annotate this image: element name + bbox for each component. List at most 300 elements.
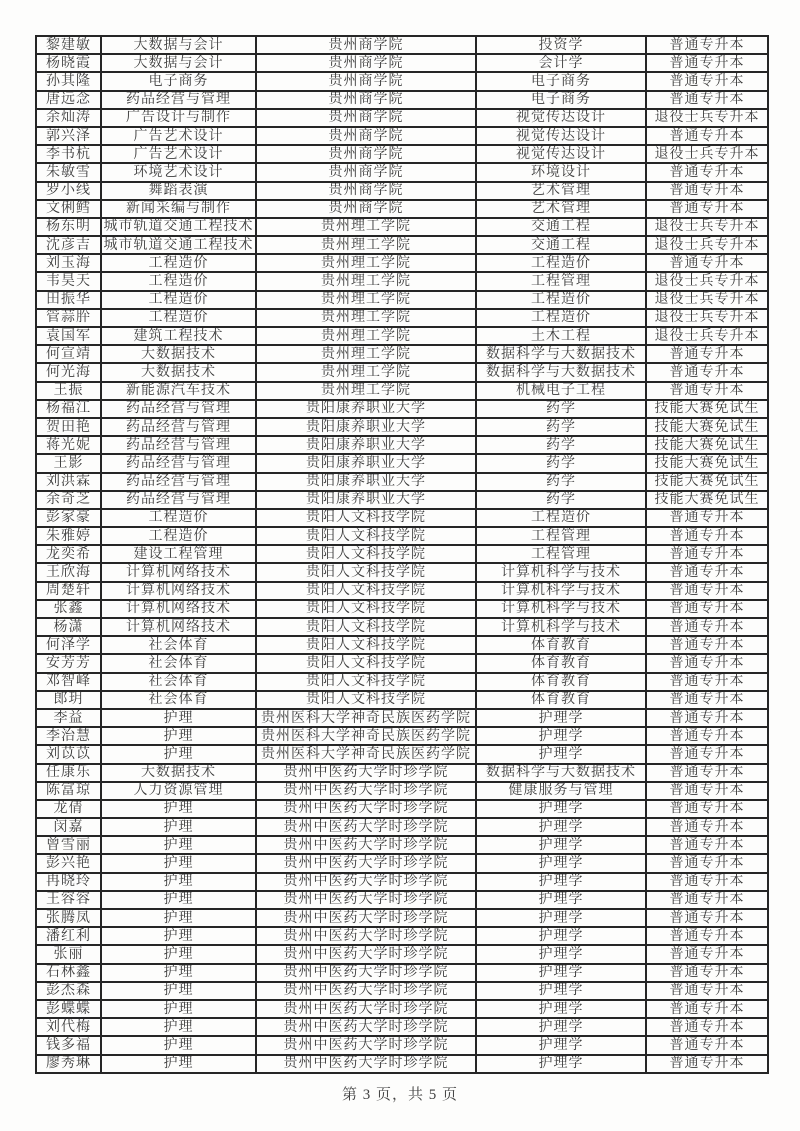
cell-major: 广告设计与制作	[101, 109, 256, 127]
cell-admission-type: 普通专升本	[646, 891, 768, 909]
cell-major: 社会体育	[101, 691, 256, 709]
cell-major: 人力资源管理	[101, 782, 256, 800]
table-row	[36, 782, 768, 800]
cell-major: 护理	[101, 709, 256, 727]
cell-major: 工程造价	[101, 309, 256, 327]
cell-name: 郎玥	[36, 691, 101, 709]
cell-target-major: 护理学	[476, 1018, 646, 1036]
cell-name: 刘苡苡	[36, 745, 101, 763]
cell-admission-type: 普通专升本	[646, 836, 768, 854]
cell-name: 任康乐	[36, 764, 101, 782]
table-row	[36, 891, 768, 909]
cell-target-major: 土木工程	[476, 327, 646, 345]
cell-college: 贵阳人文科技学院	[256, 545, 476, 563]
cell-target-major: 护理学	[476, 709, 646, 727]
cell-name: 韦昊天	[36, 272, 101, 290]
cell-major: 建筑工程技术	[101, 327, 256, 345]
cell-target-major: 体育教育	[476, 654, 646, 672]
cell-target-major: 体育教育	[476, 691, 646, 709]
cell-admission-type: 普通专升本	[646, 854, 768, 872]
cell-college: 贵阳人文科技学院	[256, 509, 476, 527]
table-row	[36, 836, 768, 854]
cell-target-major: 体育教育	[476, 636, 646, 654]
cell-target-major: 药学	[476, 454, 646, 472]
cell-college: 贵阳康养职业大学	[256, 491, 476, 509]
cell-target-major: 护理学	[476, 1055, 646, 1073]
table-row	[36, 927, 768, 945]
cell-target-major: 数据科学与大数据技术	[476, 764, 646, 782]
cell-college: 贵州理工学院	[256, 272, 476, 290]
cell-major: 环境艺术设计	[101, 163, 256, 181]
table-row	[36, 1055, 768, 1073]
table-row	[36, 200, 768, 218]
roster-table-body	[36, 36, 768, 1073]
cell-name: 贺田艳	[36, 418, 101, 436]
cell-major: 药品经营与管理	[101, 454, 256, 472]
cell-major: 电子商务	[101, 72, 256, 90]
cell-name: 李治慧	[36, 727, 101, 745]
cell-college: 贵州医科大学神奇民族医药学院	[256, 709, 476, 727]
cell-name: 余灿涛	[36, 109, 101, 127]
table-row	[36, 218, 768, 236]
cell-college: 贵阳人文科技学院	[256, 654, 476, 672]
cell-target-major: 电子商务	[476, 72, 646, 90]
cell-admission-type: 普通专升本	[646, 91, 768, 109]
cell-college: 贵州商学院	[256, 182, 476, 200]
cell-admission-type: 技能大赛免试生	[646, 491, 768, 509]
cell-major: 护理	[101, 982, 256, 1000]
table-row	[36, 272, 768, 290]
cell-major: 护理	[101, 873, 256, 891]
cell-admission-type: 普通专升本	[646, 727, 768, 745]
cell-major: 计算机网络技术	[101, 600, 256, 618]
cell-major: 护理	[101, 964, 256, 982]
cell-college: 贵州中医药大学时珍学院	[256, 818, 476, 836]
cell-target-major: 环境设计	[476, 163, 646, 181]
table-row	[36, 382, 768, 400]
cell-name: 杨福江	[36, 400, 101, 418]
table-row	[36, 527, 768, 545]
cell-college: 贵州中医药大学时珍学院	[256, 945, 476, 963]
cell-admission-type: 普通专升本	[646, 691, 768, 709]
cell-college: 贵州中医药大学时珍学院	[256, 873, 476, 891]
cell-name: 郭兴泽	[36, 127, 101, 145]
cell-major: 广告艺术设计	[101, 127, 256, 145]
table-row	[36, 36, 768, 54]
cell-college: 贵阳康养职业大学	[256, 436, 476, 454]
cell-admission-type: 普通专升本	[646, 127, 768, 145]
cell-admission-type: 普通专升本	[646, 1000, 768, 1018]
cell-major: 工程造价	[101, 254, 256, 272]
cell-college: 贵阳人文科技学院	[256, 673, 476, 691]
cell-target-major: 药学	[476, 473, 646, 491]
cell-target-major: 视觉传达设计	[476, 127, 646, 145]
cell-name: 袁国军	[36, 327, 101, 345]
cell-admission-type: 普通专升本	[646, 563, 768, 581]
cell-target-major: 会计学	[476, 54, 646, 72]
cell-major: 大数据技术	[101, 345, 256, 363]
cell-college: 贵州理工学院	[256, 382, 476, 400]
cell-college: 贵阳康养职业大学	[256, 400, 476, 418]
table-row	[36, 618, 768, 636]
table-row	[36, 182, 768, 200]
table-row	[36, 236, 768, 254]
table-row	[36, 345, 768, 363]
cell-major: 药品经营与管理	[101, 400, 256, 418]
table-row	[36, 982, 768, 1000]
cell-admission-type: 普通专升本	[646, 764, 768, 782]
cell-name: 石林鑫	[36, 964, 101, 982]
cell-name: 龙奕希	[36, 545, 101, 563]
cell-admission-type: 技能大赛免试生	[646, 418, 768, 436]
cell-college: 贵州中医药大学时珍学院	[256, 982, 476, 1000]
cell-college: 贵州理工学院	[256, 236, 476, 254]
cell-major: 舞蹈表演	[101, 182, 256, 200]
cell-target-major: 工程造价	[476, 291, 646, 309]
cell-admission-type: 普通专升本	[646, 1018, 768, 1036]
table-row	[36, 363, 768, 381]
cell-name: 邓智峰	[36, 673, 101, 691]
cell-target-major: 计算机科学与技术	[476, 563, 646, 581]
cell-name: 龙倩	[36, 800, 101, 818]
cell-college: 贵州中医药大学时珍学院	[256, 909, 476, 927]
cell-major: 大数据技术	[101, 764, 256, 782]
table-row	[36, 727, 768, 745]
cell-admission-type: 技能大赛免试生	[646, 436, 768, 454]
table-row	[36, 964, 768, 982]
cell-target-major: 数据科学与大数据技术	[476, 363, 646, 381]
cell-target-major: 投资学	[476, 36, 646, 54]
cell-college: 贵州中医药大学时珍学院	[256, 1055, 476, 1073]
cell-target-major: 工程管理	[476, 272, 646, 290]
cell-admission-type: 普通专升本	[646, 909, 768, 927]
table-row	[36, 582, 768, 600]
cell-college: 贵州商学院	[256, 36, 476, 54]
cell-college: 贵州中医药大学时珍学院	[256, 927, 476, 945]
cell-college: 贵州中医药大学时珍学院	[256, 1000, 476, 1018]
table-row	[36, 291, 768, 309]
cell-name: 何光海	[36, 363, 101, 381]
cell-college: 贵阳人文科技学院	[256, 600, 476, 618]
cell-name: 冉晓玲	[36, 873, 101, 891]
cell-major: 工程造价	[101, 527, 256, 545]
cell-target-major: 数据科学与大数据技术	[476, 345, 646, 363]
cell-admission-type: 普通专升本	[646, 818, 768, 836]
cell-name: 李书杭	[36, 145, 101, 163]
cell-target-major: 工程造价	[476, 509, 646, 527]
cell-name: 张腾凤	[36, 909, 101, 927]
cell-major: 护理	[101, 727, 256, 745]
cell-college: 贵州中医药大学时珍学院	[256, 854, 476, 872]
cell-major: 药品经营与管理	[101, 473, 256, 491]
cell-admission-type: 退役士兵专升本	[646, 236, 768, 254]
cell-name: 杨晓霞	[36, 54, 101, 72]
table-row	[36, 636, 768, 654]
cell-target-major: 护理学	[476, 891, 646, 909]
cell-college: 贵州理工学院	[256, 218, 476, 236]
cell-name: 何泽学	[36, 636, 101, 654]
cell-major: 工程造价	[101, 291, 256, 309]
cell-college: 贵州理工学院	[256, 291, 476, 309]
cell-target-major: 护理学	[476, 836, 646, 854]
cell-college: 贵阳康养职业大学	[256, 418, 476, 436]
cell-major: 护理	[101, 800, 256, 818]
table-row	[36, 654, 768, 672]
cell-college: 贵阳人文科技学院	[256, 527, 476, 545]
cell-major: 护理	[101, 1000, 256, 1018]
cell-college: 贵州中医药大学时珍学院	[256, 1018, 476, 1036]
cell-target-major: 护理学	[476, 909, 646, 927]
table-row	[36, 545, 768, 563]
table-row	[36, 418, 768, 436]
cell-target-major: 护理学	[476, 727, 646, 745]
cell-college: 贵州理工学院	[256, 327, 476, 345]
table-row	[36, 800, 768, 818]
cell-major: 工程造价	[101, 509, 256, 527]
cell-name: 田振华	[36, 291, 101, 309]
cell-name: 潘红利	[36, 927, 101, 945]
cell-admission-type: 退役士兵专升本	[646, 218, 768, 236]
cell-college: 贵阳人文科技学院	[256, 691, 476, 709]
cell-college: 贵阳人文科技学院	[256, 618, 476, 636]
cell-major: 护理	[101, 818, 256, 836]
cell-admission-type: 普通专升本	[646, 709, 768, 727]
cell-target-major: 药学	[476, 491, 646, 509]
cell-admission-type: 普通专升本	[646, 1055, 768, 1073]
cell-college: 贵州商学院	[256, 109, 476, 127]
cell-major: 新能源汽车技术	[101, 382, 256, 400]
cell-target-major: 工程造价	[476, 309, 646, 327]
cell-college: 贵阳人文科技学院	[256, 582, 476, 600]
cell-name: 王影	[36, 454, 101, 472]
cell-college: 贵州商学院	[256, 145, 476, 163]
table-row	[36, 491, 768, 509]
cell-admission-type: 普通专升本	[646, 545, 768, 563]
cell-major: 城市轨道交通工程技术	[101, 236, 256, 254]
cell-name: 孙其隆	[36, 72, 101, 90]
cell-admission-type: 普通专升本	[646, 254, 768, 272]
cell-admission-type: 普通专升本	[646, 964, 768, 982]
cell-name: 钱多福	[36, 1036, 101, 1054]
cell-major: 药品经营与管理	[101, 491, 256, 509]
cell-name: 罗小线	[36, 182, 101, 200]
table-row	[36, 854, 768, 872]
cell-major: 护理	[101, 927, 256, 945]
table-row	[36, 400, 768, 418]
cell-college: 贵州中医药大学时珍学院	[256, 1036, 476, 1054]
table-row	[36, 764, 768, 782]
cell-name: 彭兴艳	[36, 854, 101, 872]
cell-name: 王容容	[36, 891, 101, 909]
table-row	[36, 163, 768, 181]
cell-major: 护理	[101, 1018, 256, 1036]
cell-college: 贵州商学院	[256, 163, 476, 181]
cell-major: 药品经营与管理	[101, 436, 256, 454]
cell-college: 贵州中医药大学时珍学院	[256, 891, 476, 909]
cell-college: 贵州中医药大学时珍学院	[256, 764, 476, 782]
cell-target-major: 计算机科学与技术	[476, 618, 646, 636]
cell-major: 计算机网络技术	[101, 582, 256, 600]
cell-major: 护理	[101, 1055, 256, 1073]
cell-target-major: 视觉传达设计	[476, 145, 646, 163]
cell-name: 刘代梅	[36, 1018, 101, 1036]
cell-major: 广告艺术设计	[101, 145, 256, 163]
cell-major: 工程造价	[101, 272, 256, 290]
table-row	[36, 1000, 768, 1018]
page-number-footer: 第 3 页，共 5 页	[341, 1087, 458, 1103]
cell-admission-type: 普通专升本	[646, 745, 768, 763]
cell-admission-type: 普通专升本	[646, 363, 768, 381]
cell-admission-type: 退役士兵专升本	[646, 109, 768, 127]
cell-name: 陈富琼	[36, 782, 101, 800]
cell-admission-type: 技能大赛免试生	[646, 454, 768, 472]
cell-target-major: 护理学	[476, 745, 646, 763]
cell-college: 贵州医科大学神奇民族医药学院	[256, 745, 476, 763]
cell-target-major: 机械电子工程	[476, 382, 646, 400]
cell-name: 王振	[36, 382, 101, 400]
cell-name: 杨东明	[36, 218, 101, 236]
cell-name: 蒋光妮	[36, 436, 101, 454]
cell-target-major: 护理学	[476, 964, 646, 982]
table-row	[36, 745, 768, 763]
cell-target-major: 健康服务与管理	[476, 782, 646, 800]
table-row	[36, 109, 768, 127]
cell-target-major: 视觉传达设计	[476, 109, 646, 127]
cell-target-major: 护理学	[476, 854, 646, 872]
cell-admission-type: 普通专升本	[646, 782, 768, 800]
cell-target-major: 交通工程	[476, 218, 646, 236]
table-row	[36, 254, 768, 272]
cell-admission-type: 普通专升本	[646, 654, 768, 672]
cell-major: 建设工程管理	[101, 545, 256, 563]
cell-target-major: 体育教育	[476, 673, 646, 691]
cell-college: 贵州理工学院	[256, 309, 476, 327]
cell-college: 贵州医科大学神奇民族医药学院	[256, 727, 476, 745]
table-row	[36, 91, 768, 109]
cell-name: 张鑫	[36, 600, 101, 618]
cell-target-major: 护理学	[476, 873, 646, 891]
table-row	[36, 873, 768, 891]
cell-major: 护理	[101, 836, 256, 854]
table-row	[36, 673, 768, 691]
cell-major: 城市轨道交通工程技术	[101, 218, 256, 236]
cell-college: 贵州理工学院	[256, 363, 476, 381]
cell-major: 药品经营与管理	[101, 91, 256, 109]
table-row	[36, 145, 768, 163]
cell-name: 沈彦吉	[36, 236, 101, 254]
cell-name: 黎建敏	[36, 36, 101, 54]
table-row	[36, 909, 768, 927]
table-row	[36, 563, 768, 581]
cell-major: 护理	[101, 891, 256, 909]
cell-target-major: 药学	[476, 418, 646, 436]
table-row	[36, 309, 768, 327]
cell-target-major: 工程管理	[476, 545, 646, 563]
cell-major: 护理	[101, 745, 256, 763]
cell-target-major: 工程管理	[476, 527, 646, 545]
cell-college: 贵州理工学院	[256, 254, 476, 272]
cell-major: 护理	[101, 945, 256, 963]
cell-college: 贵州理工学院	[256, 345, 476, 363]
cell-target-major: 计算机科学与技术	[476, 600, 646, 618]
cell-admission-type: 普通专升本	[646, 200, 768, 218]
cell-name: 彭蝶蝶	[36, 1000, 101, 1018]
cell-name: 刘洪霖	[36, 473, 101, 491]
cell-major: 社会体育	[101, 673, 256, 691]
cell-college: 贵州中医药大学时珍学院	[256, 836, 476, 854]
cell-admission-type: 普通专升本	[646, 673, 768, 691]
table-row	[36, 1018, 768, 1036]
cell-name: 朱雅婷	[36, 527, 101, 545]
cell-admission-type: 技能大赛免试生	[646, 400, 768, 418]
cell-major: 计算机网络技术	[101, 563, 256, 581]
cell-admission-type: 退役士兵专升本	[646, 327, 768, 345]
cell-college: 贵州中医药大学时珍学院	[256, 800, 476, 818]
cell-admission-type: 普通专升本	[646, 163, 768, 181]
cell-college: 贵州中医药大学时珍学院	[256, 964, 476, 982]
cell-target-major: 艺术管理	[476, 182, 646, 200]
cell-name: 唐远念	[36, 91, 101, 109]
cell-name: 彭杰森	[36, 982, 101, 1000]
table-row	[36, 54, 768, 72]
cell-admission-type: 普通专升本	[646, 873, 768, 891]
cell-name: 安芳芳	[36, 654, 101, 672]
cell-major: 大数据技术	[101, 363, 256, 381]
cell-admission-type: 退役士兵专升本	[646, 309, 768, 327]
cell-target-major: 护理学	[476, 1000, 646, 1018]
cell-target-major: 护理学	[476, 982, 646, 1000]
cell-target-major: 护理学	[476, 800, 646, 818]
cell-admission-type: 普通专升本	[646, 945, 768, 963]
cell-admission-type: 退役士兵专升本	[646, 145, 768, 163]
cell-college: 贵州商学院	[256, 127, 476, 145]
cell-college: 贵州商学院	[256, 54, 476, 72]
cell-college: 贵阳康养职业大学	[256, 473, 476, 491]
cell-target-major: 艺术管理	[476, 200, 646, 218]
cell-college: 贵州中医药大学时珍学院	[256, 782, 476, 800]
table-row	[36, 945, 768, 963]
cell-admission-type: 退役士兵专升本	[646, 272, 768, 290]
cell-admission-type: 普通专升本	[646, 72, 768, 90]
cell-admission-type: 普通专升本	[646, 982, 768, 1000]
cell-target-major: 交通工程	[476, 236, 646, 254]
cell-target-major: 护理学	[476, 945, 646, 963]
cell-admission-type: 普通专升本	[646, 800, 768, 818]
cell-major: 大数据与会计	[101, 36, 256, 54]
cell-name: 曾雪丽	[36, 836, 101, 854]
cell-name: 杨潇	[36, 618, 101, 636]
cell-college: 贵阳人文科技学院	[256, 636, 476, 654]
table-row	[36, 600, 768, 618]
cell-major: 药品经营与管理	[101, 418, 256, 436]
cell-target-major: 电子商务	[476, 91, 646, 109]
cell-admission-type: 普通专升本	[646, 509, 768, 527]
cell-admission-type: 普通专升本	[646, 600, 768, 618]
cell-target-major: 护理学	[476, 1036, 646, 1054]
table-row	[36, 1036, 768, 1054]
cell-major: 新闻采编与制作	[101, 200, 256, 218]
cell-major: 大数据与会计	[101, 54, 256, 72]
cell-admission-type: 普通专升本	[646, 1036, 768, 1054]
cell-major: 计算机网络技术	[101, 618, 256, 636]
table-row	[36, 691, 768, 709]
cell-target-major: 护理学	[476, 927, 646, 945]
cell-name: 彭家豪	[36, 509, 101, 527]
cell-admission-type: 普通专升本	[646, 927, 768, 945]
cell-admission-type: 普通专升本	[646, 618, 768, 636]
cell-name: 文俐鳕	[36, 200, 101, 218]
cell-admission-type: 退役士兵专升本	[646, 291, 768, 309]
